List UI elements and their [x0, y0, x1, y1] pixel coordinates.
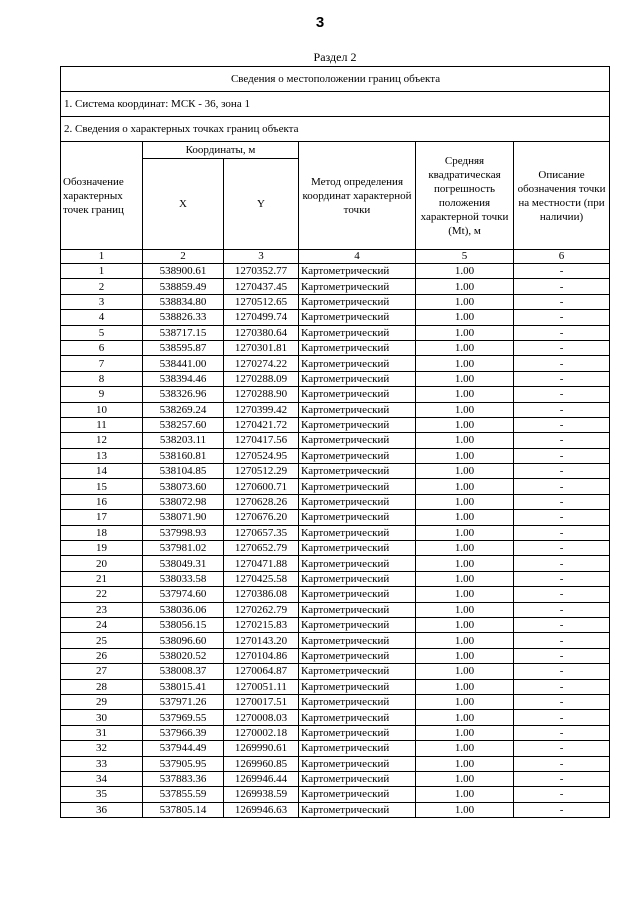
header-coordinates: Координаты, м	[143, 142, 299, 159]
error-cell: 1.00	[416, 617, 514, 632]
point-number-cell: 10	[61, 402, 143, 417]
table-row	[61, 356, 610, 371]
x-coordinate-cell: 538015.41	[143, 679, 224, 694]
coordinate-system: 1. Система координат: МСК - 36, зона 1	[61, 92, 610, 117]
error-cell: 1.00	[416, 633, 514, 648]
method-cell: Картометрический	[299, 525, 416, 540]
x-coordinate-cell: 537883.36	[143, 771, 224, 786]
table-row	[61, 664, 610, 679]
description-cell: -	[514, 340, 610, 355]
point-number-cell: 6	[61, 340, 143, 355]
y-coordinate-cell: 1270262.79	[224, 602, 299, 617]
description-cell: -	[514, 787, 610, 802]
column-number: 4	[299, 250, 416, 264]
y-coordinate-cell: 1270512.29	[224, 464, 299, 479]
y-coordinate-cell: 1270600.71	[224, 479, 299, 494]
method-cell: Картометрический	[299, 294, 416, 309]
point-number-cell: 27	[61, 664, 143, 679]
header-x: X	[143, 159, 224, 250]
y-coordinate-cell: 1270380.64	[224, 325, 299, 340]
method-cell: Картометрический	[299, 710, 416, 725]
table-row	[61, 433, 610, 448]
y-coordinate-cell: 1270437.45	[224, 279, 299, 294]
point-number-cell: 32	[61, 741, 143, 756]
y-coordinate-cell: 1270104.86	[224, 648, 299, 663]
method-cell: Картометрический	[299, 464, 416, 479]
description-cell: -	[514, 602, 610, 617]
error-cell: 1.00	[416, 264, 514, 279]
x-coordinate-cell: 538717.15	[143, 325, 224, 340]
y-coordinate-cell: 1270425.58	[224, 571, 299, 586]
error-cell: 1.00	[416, 294, 514, 309]
method-cell: Картометрический	[299, 617, 416, 632]
error-cell: 1.00	[416, 556, 514, 571]
table-row	[61, 756, 610, 771]
description-cell: -	[514, 525, 610, 540]
table-row	[61, 602, 610, 617]
point-number-cell: 29	[61, 694, 143, 709]
points-heading: 2. Сведения о характерных точках границ объекта	[61, 117, 610, 142]
description-cell: -	[514, 402, 610, 417]
y-coordinate-cell: 1270288.09	[224, 371, 299, 386]
point-number-cell: 9	[61, 387, 143, 402]
description-cell: -	[514, 617, 610, 632]
description-cell: -	[514, 771, 610, 786]
x-coordinate-cell: 537905.95	[143, 756, 224, 771]
method-cell: Картометрический	[299, 356, 416, 371]
y-coordinate-cell: 1270512.65	[224, 294, 299, 309]
table-row	[61, 802, 610, 817]
error-cell: 1.00	[416, 802, 514, 817]
method-cell: Картометрический	[299, 802, 416, 817]
point-number-cell: 31	[61, 725, 143, 740]
description-cell: -	[514, 633, 610, 648]
point-number-cell: 23	[61, 602, 143, 617]
error-cell: 1.00	[416, 694, 514, 709]
description-cell: -	[514, 694, 610, 709]
error-cell: 1.00	[416, 279, 514, 294]
x-coordinate-cell: 538826.33	[143, 310, 224, 325]
page-number: 3	[315, 14, 325, 31]
y-coordinate-cell: 1270301.81	[224, 340, 299, 355]
point-number-cell: 18	[61, 525, 143, 540]
y-coordinate-cell: 1270417.56	[224, 433, 299, 448]
table-row	[61, 417, 610, 432]
error-cell: 1.00	[416, 587, 514, 602]
method-cell: Картометрический	[299, 541, 416, 556]
error-cell: 1.00	[416, 387, 514, 402]
header-designation: Обозначение характерных точек границ	[61, 142, 143, 250]
error-cell: 1.00	[416, 571, 514, 586]
description-cell: -	[514, 387, 610, 402]
y-coordinate-cell: 1269960.85	[224, 756, 299, 771]
description-cell: -	[514, 479, 610, 494]
point-number-cell: 5	[61, 325, 143, 340]
table-row	[61, 741, 610, 756]
y-coordinate-cell: 1269990.61	[224, 741, 299, 756]
method-cell: Картометрический	[299, 587, 416, 602]
method-cell: Картометрический	[299, 510, 416, 525]
description-cell: -	[514, 725, 610, 740]
error-cell: 1.00	[416, 310, 514, 325]
y-coordinate-cell: 1269938.59	[224, 787, 299, 802]
table-row	[61, 694, 610, 709]
x-coordinate-cell: 537805.14	[143, 802, 224, 817]
method-cell: Картометрический	[299, 387, 416, 402]
point-number-cell: 30	[61, 710, 143, 725]
x-coordinate-cell: 538394.46	[143, 371, 224, 386]
y-coordinate-cell: 1270064.87	[224, 664, 299, 679]
y-coordinate-cell: 1270399.42	[224, 402, 299, 417]
x-coordinate-cell: 538203.11	[143, 433, 224, 448]
description-cell: -	[514, 448, 610, 463]
point-number-cell: 19	[61, 541, 143, 556]
point-number-cell: 3	[61, 294, 143, 309]
x-coordinate-cell: 538859.49	[143, 279, 224, 294]
header-error: Средняя квадратическая погрешность положения характерной точки (Mt), м	[416, 142, 514, 250]
error-cell: 1.00	[416, 741, 514, 756]
point-number-cell: 26	[61, 648, 143, 663]
table-row	[61, 787, 610, 802]
x-coordinate-cell: 538104.85	[143, 464, 224, 479]
description-cell: -	[514, 802, 610, 817]
table-row	[61, 510, 610, 525]
description-cell: -	[514, 756, 610, 771]
x-coordinate-cell: 538595.87	[143, 340, 224, 355]
table-row	[61, 387, 610, 402]
y-coordinate-cell: 1270386.08	[224, 587, 299, 602]
y-coordinate-cell: 1270215.83	[224, 617, 299, 632]
x-coordinate-cell: 538441.00	[143, 356, 224, 371]
error-cell: 1.00	[416, 787, 514, 802]
method-cell: Картометрический	[299, 771, 416, 786]
y-coordinate-cell: 1270676.20	[224, 510, 299, 525]
method-cell: Картометрический	[299, 402, 416, 417]
description-cell: -	[514, 648, 610, 663]
table-row	[61, 464, 610, 479]
point-number-cell: 35	[61, 787, 143, 802]
y-coordinate-cell: 1270274.22	[224, 356, 299, 371]
x-coordinate-cell: 538072.98	[143, 494, 224, 509]
method-cell: Картометрический	[299, 787, 416, 802]
description-cell: -	[514, 571, 610, 586]
table-row	[61, 556, 610, 571]
method-cell: Картометрический	[299, 633, 416, 648]
table-row	[61, 448, 610, 463]
method-cell: Картометрический	[299, 694, 416, 709]
x-coordinate-cell: 537855.59	[143, 787, 224, 802]
x-coordinate-cell: 538096.60	[143, 633, 224, 648]
table-row	[61, 571, 610, 586]
method-cell: Картометрический	[299, 741, 416, 756]
y-coordinate-cell: 1270288.90	[224, 387, 299, 402]
boundary-points-table	[60, 66, 610, 818]
x-coordinate-cell: 538269.24	[143, 402, 224, 417]
description-cell: -	[514, 417, 610, 432]
x-coordinate-cell: 538056.15	[143, 617, 224, 632]
method-cell: Картометрический	[299, 494, 416, 509]
y-coordinate-cell: 1270628.26	[224, 494, 299, 509]
y-coordinate-cell: 1270143.20	[224, 633, 299, 648]
section-label: Раздел 2	[313, 50, 357, 64]
method-cell: Картометрический	[299, 340, 416, 355]
error-cell: 1.00	[416, 464, 514, 479]
error-cell: 1.00	[416, 725, 514, 740]
table-row	[61, 479, 610, 494]
method-cell: Картометрический	[299, 664, 416, 679]
x-coordinate-cell: 537998.93	[143, 525, 224, 540]
point-number-cell: 16	[61, 494, 143, 509]
point-number-cell: 36	[61, 802, 143, 817]
error-cell: 1.00	[416, 356, 514, 371]
point-number-cell: 14	[61, 464, 143, 479]
description-cell: -	[514, 494, 610, 509]
method-cell: Картометрический	[299, 602, 416, 617]
table-row	[61, 648, 610, 663]
description-cell: -	[514, 279, 610, 294]
header-description: Описание обозначения точки на местности (при наличии)	[514, 142, 610, 250]
error-cell: 1.00	[416, 510, 514, 525]
y-coordinate-cell: 1270524.95	[224, 448, 299, 463]
x-coordinate-cell: 538326.96	[143, 387, 224, 402]
error-cell: 1.00	[416, 371, 514, 386]
x-coordinate-cell: 538036.06	[143, 602, 224, 617]
error-cell: 1.00	[416, 756, 514, 771]
point-number-cell: 8	[61, 371, 143, 386]
header-method: Метод определения координат характерной точки	[299, 142, 416, 250]
point-number-cell: 7	[61, 356, 143, 371]
x-coordinate-cell: 537966.39	[143, 725, 224, 740]
table-row	[61, 679, 610, 694]
error-cell: 1.00	[416, 325, 514, 340]
column-number: 3	[224, 250, 299, 264]
x-coordinate-cell: 538160.81	[143, 448, 224, 463]
x-coordinate-cell: 537971.26	[143, 694, 224, 709]
error-cell: 1.00	[416, 602, 514, 617]
table-row	[61, 525, 610, 540]
table-row	[61, 340, 610, 355]
column-number: 6	[514, 250, 610, 264]
y-coordinate-cell: 1270017.51	[224, 694, 299, 709]
method-cell: Картометрический	[299, 679, 416, 694]
x-coordinate-cell: 538020.52	[143, 648, 224, 663]
error-cell: 1.00	[416, 541, 514, 556]
x-coordinate-cell: 537981.02	[143, 541, 224, 556]
x-coordinate-cell: 537969.55	[143, 710, 224, 725]
header-y: Y	[224, 159, 299, 250]
table-row	[61, 617, 610, 632]
table-row	[61, 494, 610, 509]
method-cell: Картометрический	[299, 725, 416, 740]
table-title: Сведения о местоположении границ объекта	[61, 67, 610, 92]
method-cell: Картометрический	[299, 479, 416, 494]
error-cell: 1.00	[416, 710, 514, 725]
point-number-cell: 28	[61, 679, 143, 694]
error-cell: 1.00	[416, 340, 514, 355]
point-number-cell: 17	[61, 510, 143, 525]
description-cell: -	[514, 679, 610, 694]
table-row	[61, 325, 610, 340]
table-row	[61, 541, 610, 556]
table-row	[61, 710, 610, 725]
description-cell: -	[514, 556, 610, 571]
description-cell: -	[514, 310, 610, 325]
error-cell: 1.00	[416, 402, 514, 417]
y-coordinate-cell: 1270008.03	[224, 710, 299, 725]
error-cell: 1.00	[416, 648, 514, 663]
x-coordinate-cell: 538834.80	[143, 294, 224, 309]
error-cell: 1.00	[416, 479, 514, 494]
point-number-cell: 4	[61, 310, 143, 325]
x-coordinate-cell: 538071.90	[143, 510, 224, 525]
y-coordinate-cell: 1270051.11	[224, 679, 299, 694]
x-coordinate-cell: 538073.60	[143, 479, 224, 494]
error-cell: 1.00	[416, 679, 514, 694]
point-number-cell: 21	[61, 571, 143, 586]
table-row	[61, 264, 610, 279]
column-number: 2	[143, 250, 224, 264]
error-cell: 1.00	[416, 525, 514, 540]
point-number-cell: 13	[61, 448, 143, 463]
x-coordinate-cell: 538049.31	[143, 556, 224, 571]
table-row	[61, 633, 610, 648]
description-cell: -	[514, 587, 610, 602]
method-cell: Картометрический	[299, 448, 416, 463]
description-cell: -	[514, 741, 610, 756]
y-coordinate-cell: 1270499.74	[224, 310, 299, 325]
point-number-cell: 25	[61, 633, 143, 648]
error-cell: 1.00	[416, 771, 514, 786]
description-cell: -	[514, 541, 610, 556]
method-cell: Картометрический	[299, 648, 416, 663]
description-cell: -	[514, 510, 610, 525]
method-cell: Картометрический	[299, 756, 416, 771]
table-row	[61, 725, 610, 740]
point-number-cell: 12	[61, 433, 143, 448]
error-cell: 1.00	[416, 664, 514, 679]
table-row	[61, 279, 610, 294]
description-cell: -	[514, 710, 610, 725]
error-cell: 1.00	[416, 494, 514, 509]
column-numbers-row	[61, 250, 610, 264]
y-coordinate-cell: 1270352.77	[224, 264, 299, 279]
point-number-cell: 20	[61, 556, 143, 571]
point-number-cell: 1	[61, 264, 143, 279]
error-cell: 1.00	[416, 433, 514, 448]
x-coordinate-cell: 538008.37	[143, 664, 224, 679]
column-number: 5	[416, 250, 514, 264]
point-number-cell: 34	[61, 771, 143, 786]
y-coordinate-cell: 1270652.79	[224, 541, 299, 556]
description-cell: -	[514, 464, 610, 479]
y-coordinate-cell: 1270471.88	[224, 556, 299, 571]
method-cell: Картометрический	[299, 310, 416, 325]
table-row	[61, 771, 610, 786]
table-row	[61, 310, 610, 325]
y-coordinate-cell: 1270657.35	[224, 525, 299, 540]
method-cell: Картометрический	[299, 571, 416, 586]
table-row	[61, 371, 610, 386]
method-cell: Картометрический	[299, 433, 416, 448]
method-cell: Картометрический	[299, 371, 416, 386]
description-cell: -	[514, 433, 610, 448]
point-number-cell: 11	[61, 417, 143, 432]
point-number-cell: 24	[61, 617, 143, 632]
column-number: 1	[61, 250, 143, 264]
table-row	[61, 294, 610, 309]
description-cell: -	[514, 325, 610, 340]
y-coordinate-cell: 1269946.44	[224, 771, 299, 786]
x-coordinate-cell: 538900.61	[143, 264, 224, 279]
description-cell: -	[514, 294, 610, 309]
x-coordinate-cell: 538257.60	[143, 417, 224, 432]
description-cell: -	[514, 371, 610, 386]
point-number-cell: 15	[61, 479, 143, 494]
method-cell: Картометрический	[299, 556, 416, 571]
y-coordinate-cell: 1270421.72	[224, 417, 299, 432]
description-cell: -	[514, 264, 610, 279]
description-cell: -	[514, 664, 610, 679]
point-number-cell: 33	[61, 756, 143, 771]
description-cell: -	[514, 356, 610, 371]
table-row	[61, 402, 610, 417]
method-cell: Картометрический	[299, 279, 416, 294]
method-cell: Картометрический	[299, 417, 416, 432]
table-row	[61, 587, 610, 602]
error-cell: 1.00	[416, 417, 514, 432]
method-cell: Картометрический	[299, 325, 416, 340]
point-number-cell: 2	[61, 279, 143, 294]
point-number-cell: 22	[61, 587, 143, 602]
error-cell: 1.00	[416, 448, 514, 463]
x-coordinate-cell: 537944.49	[143, 741, 224, 756]
y-coordinate-cell: 1269946.63	[224, 802, 299, 817]
x-coordinate-cell: 538033.58	[143, 571, 224, 586]
method-cell: Картометрический	[299, 264, 416, 279]
x-coordinate-cell: 537974.60	[143, 587, 224, 602]
y-coordinate-cell: 1270002.18	[224, 725, 299, 740]
